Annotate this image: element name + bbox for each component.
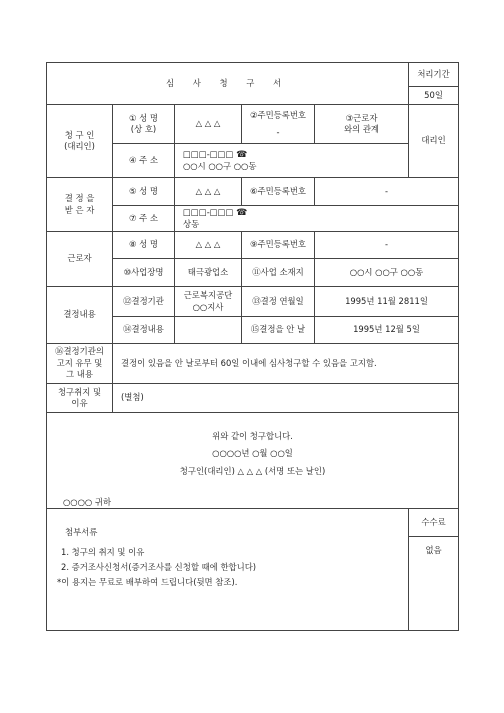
purpose-value: (별첨)	[113, 384, 459, 413]
decided-party-name-value: △ △ △	[175, 178, 242, 206]
decision-date-value: 1995년 11월 2811일	[315, 287, 459, 317]
claimant-relation-label	[315, 105, 409, 144]
declaration-line1: 위와 같이 청구합니다.	[212, 431, 293, 441]
telephone-icon: ☎	[236, 207, 248, 218]
decided-party-address-value	[175, 206, 459, 232]
worker-name-label: ⑧ 성 명	[113, 232, 175, 259]
decision-known-label: ⑮결정을 안 날	[242, 317, 315, 344]
decision-agency-label: ⑫결정기관	[113, 287, 175, 317]
notice-label-line1: ⑯결정기관의	[55, 346, 104, 357]
worker-section-label: 근로자	[47, 232, 113, 287]
claimant-address-label: ④ 주 소	[113, 144, 175, 178]
claimant-address-postal: □□□-□□□	[183, 148, 234, 159]
attachments-note: *이 용지는 무료로 배부하여 드립니다(뒷면 참조).	[57, 577, 238, 588]
decision-section-label: 결정내용	[47, 287, 113, 344]
declaration-addressee: ○○○○ 귀하	[63, 497, 112, 508]
worker-workplace-label: ⑩사업장명	[113, 259, 175, 287]
processing-period-label: 처리기간	[409, 63, 459, 87]
claimant-name-value: △ △ △	[175, 105, 242, 144]
claimant-id-value: -	[276, 127, 280, 137]
notice-label-line2: 고지 유무 및	[56, 357, 103, 368]
decided-party-label-line2: 받 은 자	[64, 204, 95, 215]
telephone-icon: ☎	[236, 149, 248, 160]
attachment-item-2: 2. 증거조사신청서(증거조사를 신청할 때에 한합니다)	[61, 562, 257, 573]
declaration-signature: 청구인(대리인) △ △ △ (서명 또는 날인)	[179, 465, 326, 476]
claimant-relation-label-line2: 와의 관계	[344, 124, 380, 134]
decision-content-value	[175, 317, 242, 344]
notice-value: 결정이 있음을 안 날로부터 60일 이내에 심사청구할 수 있음을 고지함.	[113, 344, 459, 384]
claimant-id-cell	[242, 105, 315, 144]
decided-party-section-label	[47, 178, 113, 232]
decision-agency-value	[175, 287, 242, 317]
processing-period-value: 50일	[409, 87, 459, 105]
fee-label: 수수료	[409, 509, 459, 537]
fee-value: 없음	[409, 537, 459, 631]
decision-date-label: ⑬결정 연월일	[242, 287, 315, 317]
declaration-block	[47, 413, 459, 509]
purpose-label-line2: 이유	[71, 398, 88, 408]
review-request-form	[46, 62, 459, 631]
purpose-label	[47, 384, 113, 413]
purpose-label-line1: 청구취지 및	[57, 386, 102, 397]
decision-known-value: 1995년 12월 5일	[315, 317, 459, 344]
attachments-title: 첨부서류	[65, 527, 98, 538]
worker-workplace-value: 태극광업소	[175, 259, 242, 287]
claimant-section-label	[47, 105, 113, 178]
notice-label-line3: 그 내용	[66, 369, 93, 380]
claimant-address-value	[175, 144, 409, 178]
attachments-block	[47, 509, 409, 631]
decision-content-label: ⑭결정내용	[113, 317, 175, 344]
worker-id-value: -	[315, 232, 459, 259]
claimant-relation-value: 대리인	[409, 105, 459, 178]
decided-party-name-label: ⑤ 성 명	[113, 178, 175, 206]
claimant-relation-label-line1: ③근로자	[345, 112, 378, 123]
worker-id-label: ⑨주민등록번호	[242, 232, 315, 259]
claimant-label-line1: 청 구 인	[64, 129, 95, 140]
decided-party-id-value: -	[315, 178, 459, 206]
decided-party-address-text: 상동	[183, 218, 200, 229]
decided-party-address-postal: □□□-□□□	[183, 206, 234, 217]
notice-label	[47, 344, 113, 384]
decided-party-label-line1: 결 정 을	[64, 193, 95, 204]
attachment-item-1: 1. 청구의 취지 및 이유	[61, 546, 145, 557]
declaration-date: ○○○○년 ○월 ○○일	[212, 448, 293, 459]
claimant-name-label-line1: ① 성 명	[128, 112, 158, 123]
decision-agency-value-line1: 근로복지공단	[183, 290, 233, 301]
decided-party-id-label: ⑥주민등록번호	[242, 178, 315, 206]
decision-agency-value-line2: ○○지사	[192, 301, 224, 312]
claimant-name-label	[113, 105, 175, 144]
decided-party-address-label: ⑦ 주 소	[113, 206, 175, 232]
claimant-id-label: ②주민등록번호	[249, 109, 307, 120]
claimant-name-label-line2: (상 호)	[130, 124, 157, 134]
form-title: 심 사 청 구 서	[47, 63, 409, 105]
worker-location-label: ⑪사업 소재지	[242, 259, 315, 287]
claimant-address-text: ○○시 ○○구 ○○동	[183, 160, 257, 171]
worker-name-value: △ △ △	[175, 232, 242, 259]
worker-location-value: ○○시 ○○구 ○○동	[315, 259, 459, 287]
claimant-label-line2: (대리인)	[64, 141, 95, 151]
